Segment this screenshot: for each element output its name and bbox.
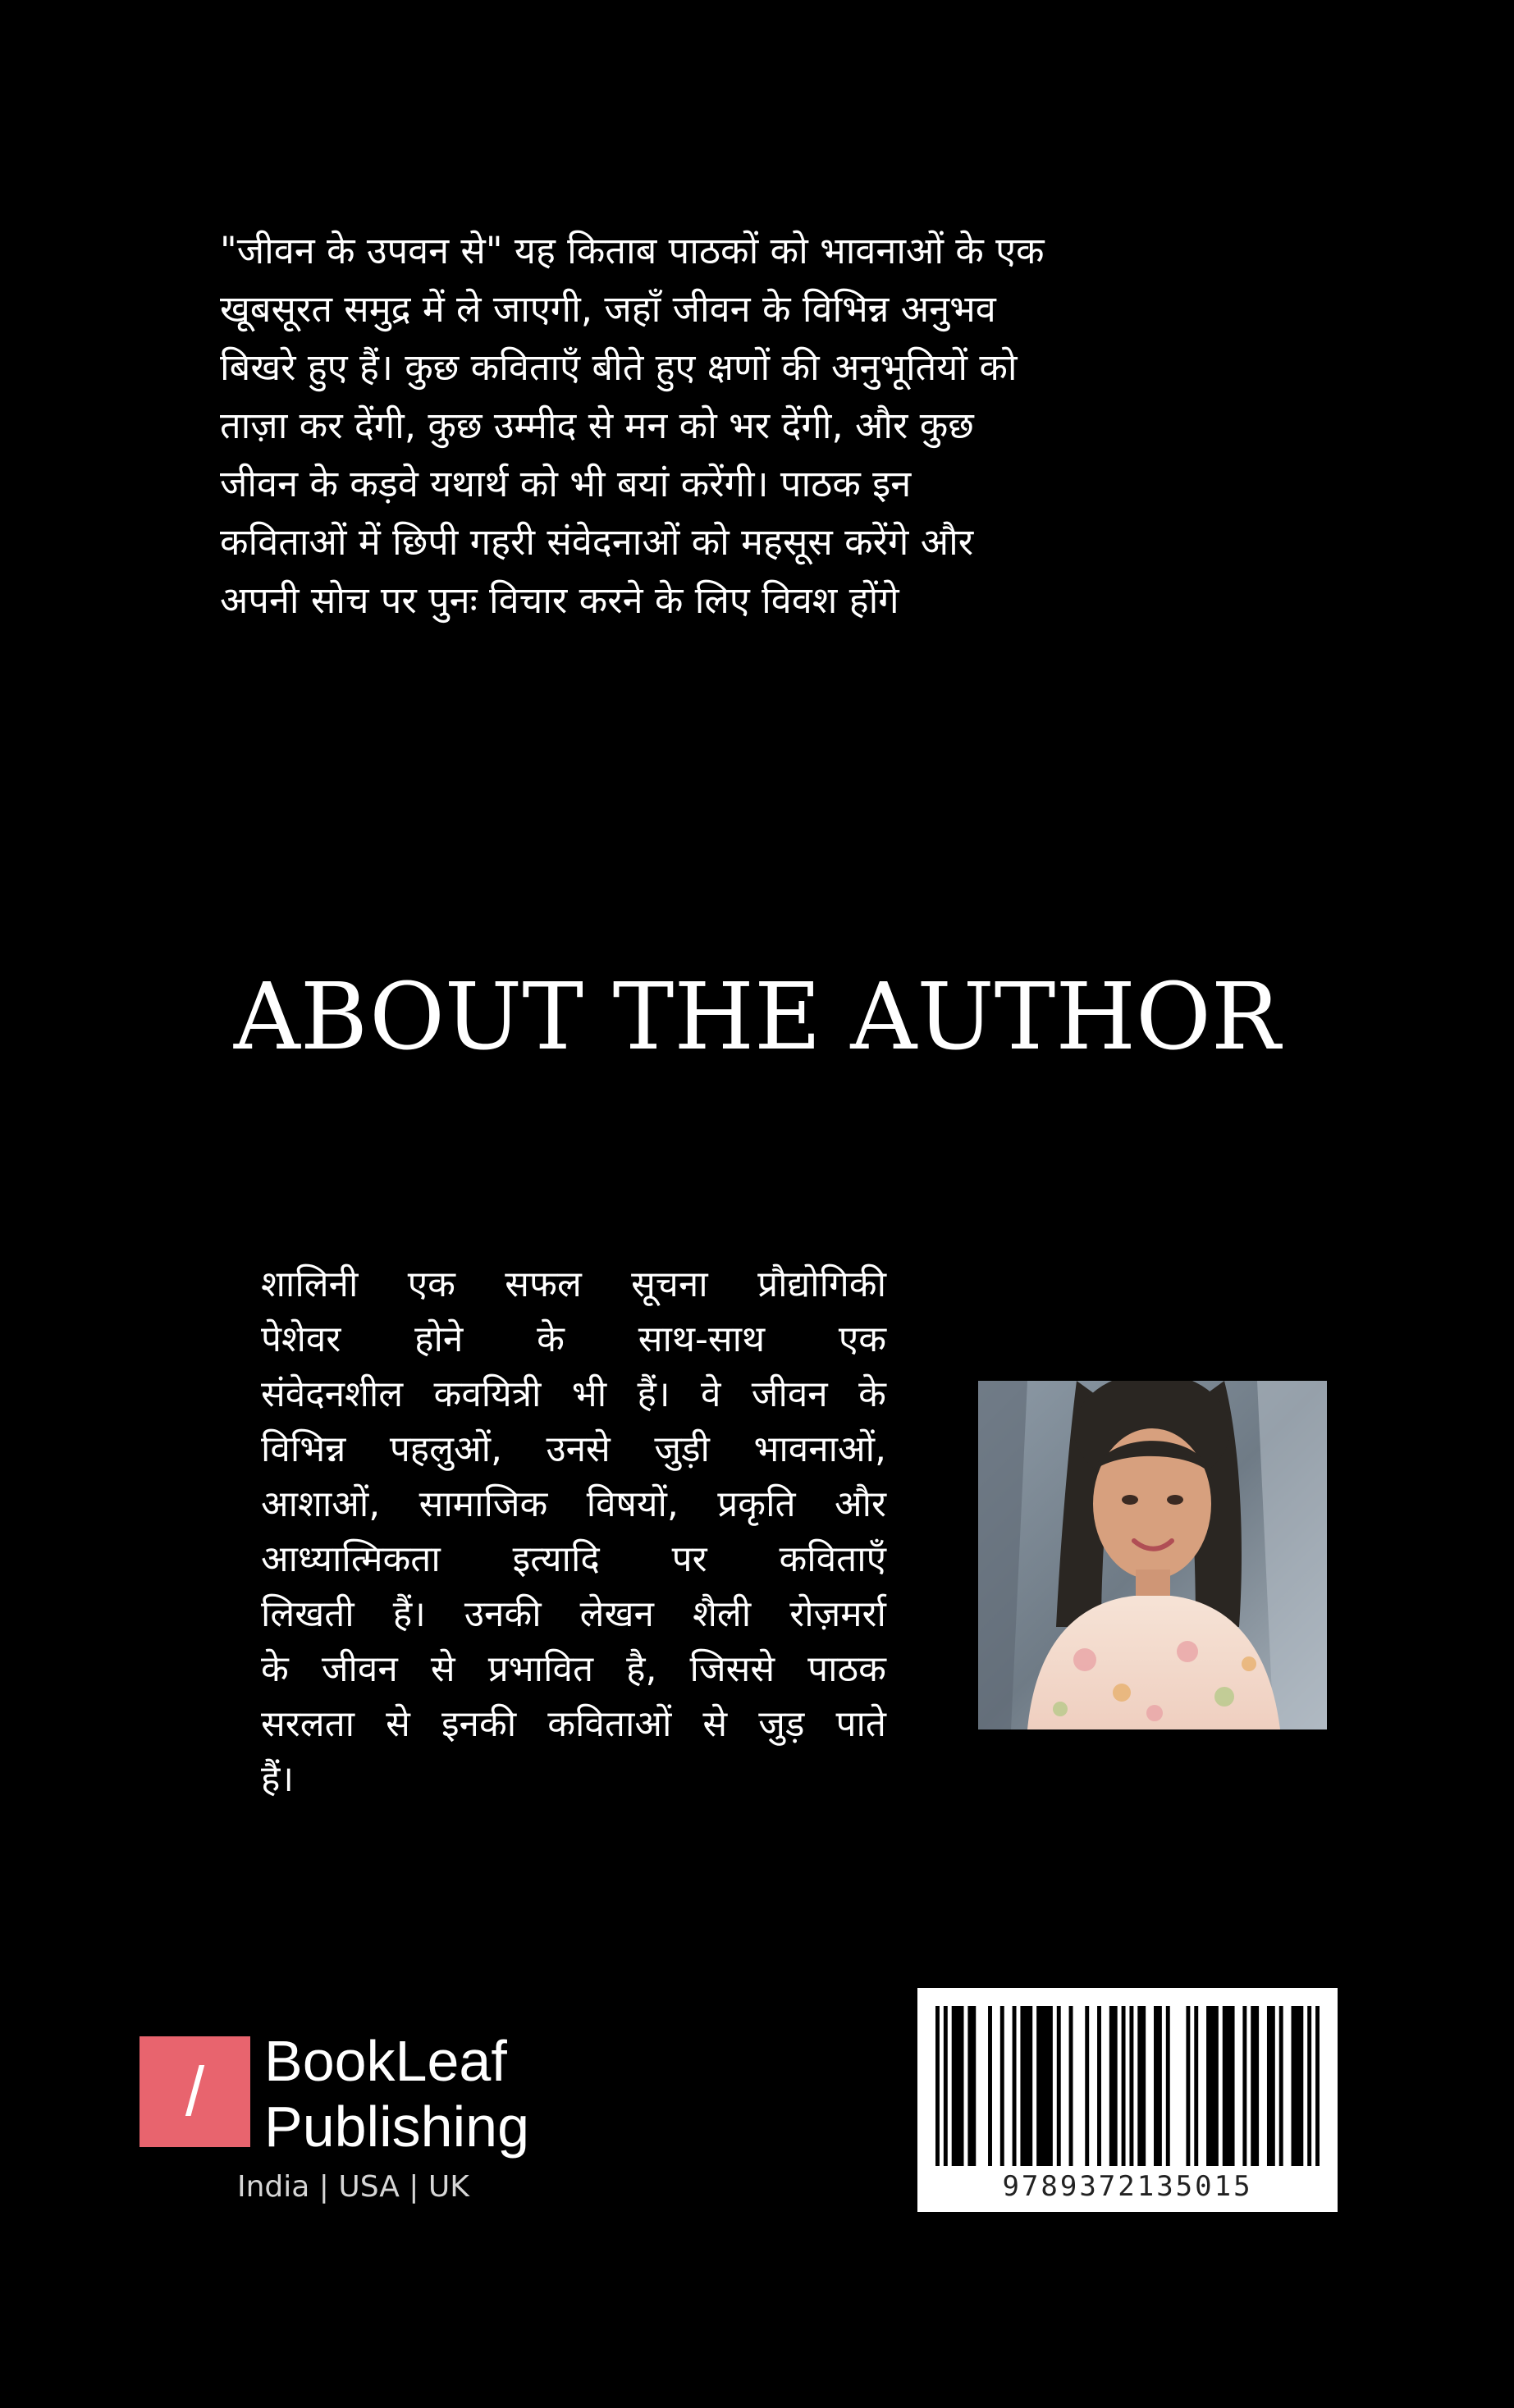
barcode-bar	[1307, 2006, 1311, 2166]
bio-word: हैं।	[637, 1373, 670, 1415]
bio-line	[261, 1642, 886, 1697]
bio-word: सरलता	[261, 1703, 355, 1745]
publisher-regions: India | USA | UK	[237, 2170, 469, 2204]
barcode-bar	[1206, 2006, 1219, 2166]
book-description	[220, 222, 1237, 629]
bio-line	[261, 1587, 886, 1642]
bio-word: रोज़मर्रा	[789, 1593, 886, 1635]
bio-word: इनकी	[441, 1703, 517, 1745]
description-line: "जीवन के उपवन से" यह किताब पाठकों को भावनाओं के एक	[220, 229, 1045, 272]
barcode-bar	[1129, 2006, 1133, 2166]
barcode-bar	[1000, 2006, 1004, 2166]
publisher-name-line2: Publishing	[264, 2095, 529, 2159]
bio-word: संवेदनशील	[261, 1373, 404, 1415]
bio-word: से	[386, 1703, 410, 1745]
bio-word: एक	[407, 1263, 455, 1305]
bio-word: सामाजिक	[419, 1483, 548, 1525]
bio-word: होने	[414, 1318, 464, 1360]
bio-word: शालिनी	[261, 1263, 359, 1305]
bio-word: विषयों,	[586, 1483, 679, 1525]
bio-word: लेखन	[579, 1593, 654, 1635]
barcode-bar	[1279, 2006, 1283, 2166]
bio-line: हैं।	[261, 1758, 295, 1800]
bio-word: आध्यात्मिकता	[261, 1538, 441, 1580]
bio-word: उनसे	[546, 1428, 611, 1470]
bio-word: प्रभावित	[487, 1648, 594, 1690]
bio-word: जिससे	[689, 1648, 775, 1690]
bio-word: पर	[671, 1538, 707, 1580]
bio-line	[261, 1257, 886, 1312]
barcode-bar	[944, 2006, 948, 2166]
author-bio	[261, 1257, 886, 1807]
bio-line	[261, 1422, 886, 1477]
description-line: कविताओं में छिपी गहरी संवेदनाओं को महसूस करेंगे और	[220, 520, 974, 564]
barcode-bar	[1166, 2006, 1170, 2166]
barcode-bar	[1267, 2006, 1275, 2166]
bio-line	[261, 1697, 886, 1752]
barcode-bar	[1194, 2006, 1198, 2166]
barcode-bar	[1085, 2006, 1089, 2166]
bio-word: भी	[571, 1373, 607, 1415]
bio-word: कवयित्री	[433, 1373, 542, 1415]
barcode-bar	[1057, 2006, 1061, 2166]
bio-word: पहलुओं,	[389, 1428, 502, 1470]
bio-word: उनकी	[464, 1593, 542, 1635]
barcode-bar	[967, 2006, 976, 2166]
bio-word: पेशेवर	[261, 1318, 341, 1360]
barcode-bar	[1109, 2006, 1118, 2166]
bio-word: जुड़	[758, 1703, 805, 1745]
barcode-bar	[1251, 2006, 1259, 2166]
about-the-author-heading: ABOUT THE AUTHOR	[233, 964, 1281, 1071]
isbn-number: 9789372135015	[1002, 2170, 1253, 2203]
bio-word: के	[537, 1318, 565, 1360]
bio-word: से	[430, 1648, 455, 1690]
barcode-bar	[1122, 2006, 1126, 2166]
bio-word: पाठक	[807, 1648, 886, 1690]
bio-word: वे	[700, 1373, 721, 1415]
bio-word: शैली	[692, 1593, 752, 1635]
bio-word: और	[834, 1483, 886, 1525]
bio-word: कविताओं	[547, 1703, 672, 1745]
bio-word: जीवन	[751, 1373, 828, 1415]
isbn-barcode	[917, 1988, 1338, 2212]
description-line: बिखरे हुए हैं। कुछ कविताएँ बीते हुए क्षणों की अनुभूतियों को	[220, 345, 1018, 389]
bio-word: एक	[838, 1318, 886, 1360]
bio-word: से	[702, 1703, 728, 1745]
bio-word: प्रौद्योगिकी	[757, 1263, 886, 1305]
bio-line	[261, 1532, 886, 1587]
bio-line	[261, 1312, 886, 1367]
barcode-bar	[1242, 2006, 1246, 2166]
barcode-bar	[988, 2006, 992, 2166]
publisher-name-line1: BookLeaf	[264, 2029, 507, 2093]
barcode-bar	[1013, 2006, 1017, 2166]
barcode-bar	[1154, 2006, 1162, 2166]
bio-word: इत्यादि	[512, 1538, 600, 1580]
barcode-bar	[1069, 2006, 1073, 2166]
description-line: जीवन के कड़वे यथार्थ को भी बयां करेंगी। पाठक इन	[220, 462, 912, 505]
bio-word: पाते	[835, 1703, 886, 1745]
barcode-bar	[1186, 2006, 1190, 2166]
bio-word: है,	[626, 1648, 657, 1690]
description-line: अपनी सोच पर पुनः विचार करने के लिए विवश होंगे	[220, 578, 899, 622]
bio-word: के	[858, 1373, 886, 1415]
bio-word: लिखती	[261, 1593, 354, 1635]
bio-word: हैं।	[392, 1593, 426, 1635]
bio-word: प्रकृति	[717, 1483, 796, 1525]
barcode-bar	[1036, 2006, 1053, 2166]
barcode-bar	[1097, 2006, 1101, 2166]
barcode-bars	[935, 2006, 1320, 2166]
bio-word: साथ-साथ	[638, 1318, 766, 1360]
barcode-bar	[1223, 2006, 1235, 2166]
barcode-bar	[935, 2006, 940, 2166]
publisher-name	[264, 2028, 529, 2159]
barcode-bar	[1137, 2006, 1146, 2166]
bio-word: के	[261, 1648, 289, 1690]
bio-word: सूचना	[631, 1263, 708, 1305]
publisher-mark-slash: /	[185, 2053, 205, 2130]
description-line: खूबसूरत समुद्र में ले जाएगी, जहाँ जीवन के विभिन्न अनुभव	[220, 287, 996, 331]
bio-line	[261, 1367, 886, 1422]
barcode-bar	[952, 2006, 964, 2166]
publisher-logo	[140, 2028, 566, 2217]
bio-word: विभिन्न	[261, 1428, 346, 1470]
bio-word: जुड़ी	[654, 1428, 710, 1470]
bio-word: भावनाओं,	[753, 1428, 886, 1470]
barcode-bar	[1315, 2006, 1320, 2166]
bio-word: कविताएँ	[779, 1538, 886, 1580]
bio-word: आशाओं,	[261, 1483, 381, 1525]
description-line: ताज़ा कर देंगी, कुछ उम्मीद से मन को भर देंगी, और कुछ	[220, 404, 974, 447]
bio-word: जीवन	[321, 1648, 398, 1690]
barcode-bar	[1020, 2006, 1032, 2166]
barcode-bar	[1292, 2006, 1304, 2166]
bio-word: सफल	[505, 1263, 582, 1305]
author-photo	[978, 1381, 1327, 1729]
bio-line	[261, 1477, 886, 1532]
